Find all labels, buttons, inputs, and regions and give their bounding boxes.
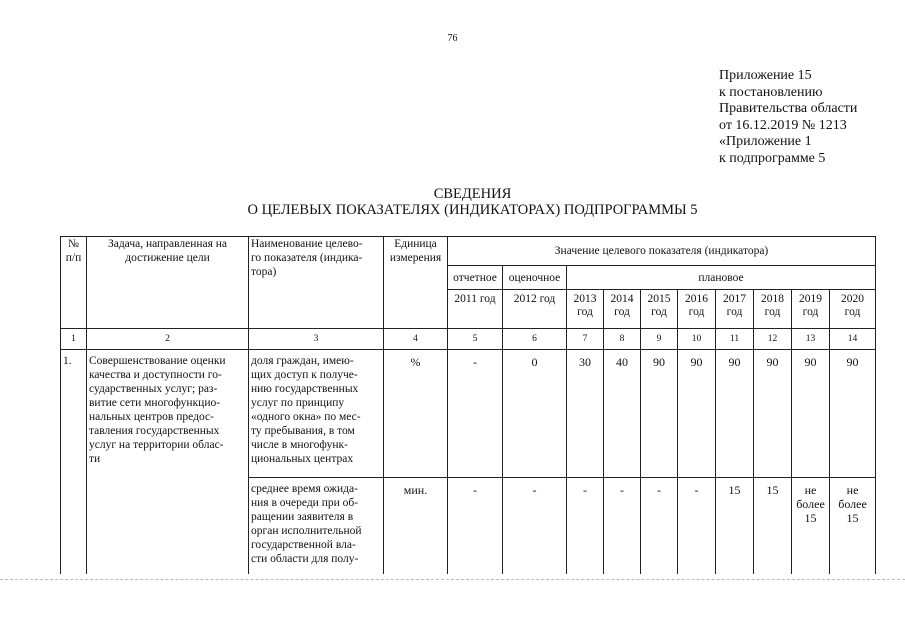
column-number: 8 [604, 329, 641, 350]
page-number: 76 [447, 33, 458, 44]
appendix-line: к постановлению [719, 84, 823, 100]
header-year-2017: 2017 год [716, 290, 754, 329]
value-cell: 90 [830, 350, 876, 478]
page-edge-divider [0, 579, 905, 580]
value-cell: - [448, 478, 503, 574]
appendix-line: к подпрограмме 5 [719, 150, 826, 166]
unit-cell: мин. [384, 478, 448, 574]
header-reported: отчетное [448, 266, 503, 290]
value-cell: 90 [678, 350, 716, 478]
header-year-2012: 2012 год [503, 290, 567, 329]
header-task: Задача, направленная на достижение цели [87, 237, 249, 329]
document-title [0, 186, 905, 218]
column-number: 13 [792, 329, 830, 350]
header-year-2020: 2020 год [830, 290, 876, 329]
header-year-2013: 2013 год [567, 290, 604, 329]
value-cell: 90 [792, 350, 830, 478]
column-number: 12 [754, 329, 792, 350]
value-cell: - [567, 478, 604, 574]
value-cell: - [503, 478, 567, 574]
unit-cell: % [384, 350, 448, 478]
value-cell: не более 15 [792, 478, 830, 574]
value-cell: 90 [641, 350, 678, 478]
column-number: 3 [249, 329, 384, 350]
column-number: 5 [448, 329, 503, 350]
header-estimated: оценочное [503, 266, 567, 290]
header-planned: плановое [567, 266, 876, 290]
column-number: 10 [678, 329, 716, 350]
column-number: 2 [87, 329, 249, 350]
header-year-2014: 2014 год [604, 290, 641, 329]
value-cell: 15 [754, 478, 792, 574]
value-cell: не более 15 [830, 478, 876, 574]
column-number: 7 [567, 329, 604, 350]
value-cell: 90 [754, 350, 792, 478]
header-year-2018: 2018 год [754, 290, 792, 329]
appendix-line: от 16.12.2019 № 1213 [719, 117, 847, 133]
indicator-cell: доля граждан, имею- щих доступ к получе- нию государственных услуг по принципу «одного окна» по мес- ту пребывания, в том числе в многофунк- циональных центрах [249, 350, 384, 478]
column-number: 6 [503, 329, 567, 350]
column-number: 1 [61, 329, 87, 350]
header-unit: Единица измерения [384, 237, 448, 329]
header-indicator: Наименование целево- го показателя (индика- тора) [249, 237, 384, 329]
value-cell: 0 [503, 350, 567, 478]
column-number: 14 [830, 329, 876, 350]
column-number: 11 [716, 329, 754, 350]
indicators-table [60, 236, 876, 574]
value-cell: 15 [716, 478, 754, 574]
title-line-1: СВЕДЕНИЯ [433, 186, 512, 202]
column-number-row [61, 329, 876, 350]
header-row-1 [61, 237, 876, 266]
value-cell: - [641, 478, 678, 574]
appendix-line: Приложение 15 [719, 68, 812, 83]
header-year-2016: 2016 год [678, 290, 716, 329]
title-line-2: О ЦЕЛЕВЫХ ПОКАЗАТЕЛЯХ (ИНДИКАТОРАХ) ПОДПРОГРАММЫ 5 [247, 202, 698, 218]
table-row [61, 350, 876, 478]
value-cell: 40 [604, 350, 641, 478]
header-year-2019: 2019 год [792, 290, 830, 329]
indicator-cell: среднее время ожида- ния в очереди при об- ращении заявителя в орган исполнительной государственной вла- сти области для полу- [249, 478, 384, 574]
value-cell: - [604, 478, 641, 574]
header-year-2015: 2015 год [641, 290, 678, 329]
appendix-note [719, 68, 857, 167]
appendix-line: Правительства области [719, 101, 858, 116]
value-cell: 30 [567, 350, 604, 478]
value-cell: 90 [716, 350, 754, 478]
column-number: 4 [384, 329, 448, 350]
header-value: Значение целевого показателя (индикатора) [448, 237, 876, 266]
task-cell: Совершенствование оценки качества и доступности го- сударственных услуг; раз- витие сети многофункцио- нальных центров предос- тавления государственных услуг на территории облас- ти [87, 350, 249, 574]
appendix-line: «Приложение 1 [719, 134, 812, 149]
row-number: 1. [61, 350, 87, 574]
column-number: 9 [641, 329, 678, 350]
header-num: № п/п [61, 237, 87, 329]
value-cell: - [678, 478, 716, 574]
header-year-2011: 2011 год [448, 290, 503, 329]
value-cell: - [448, 350, 503, 478]
